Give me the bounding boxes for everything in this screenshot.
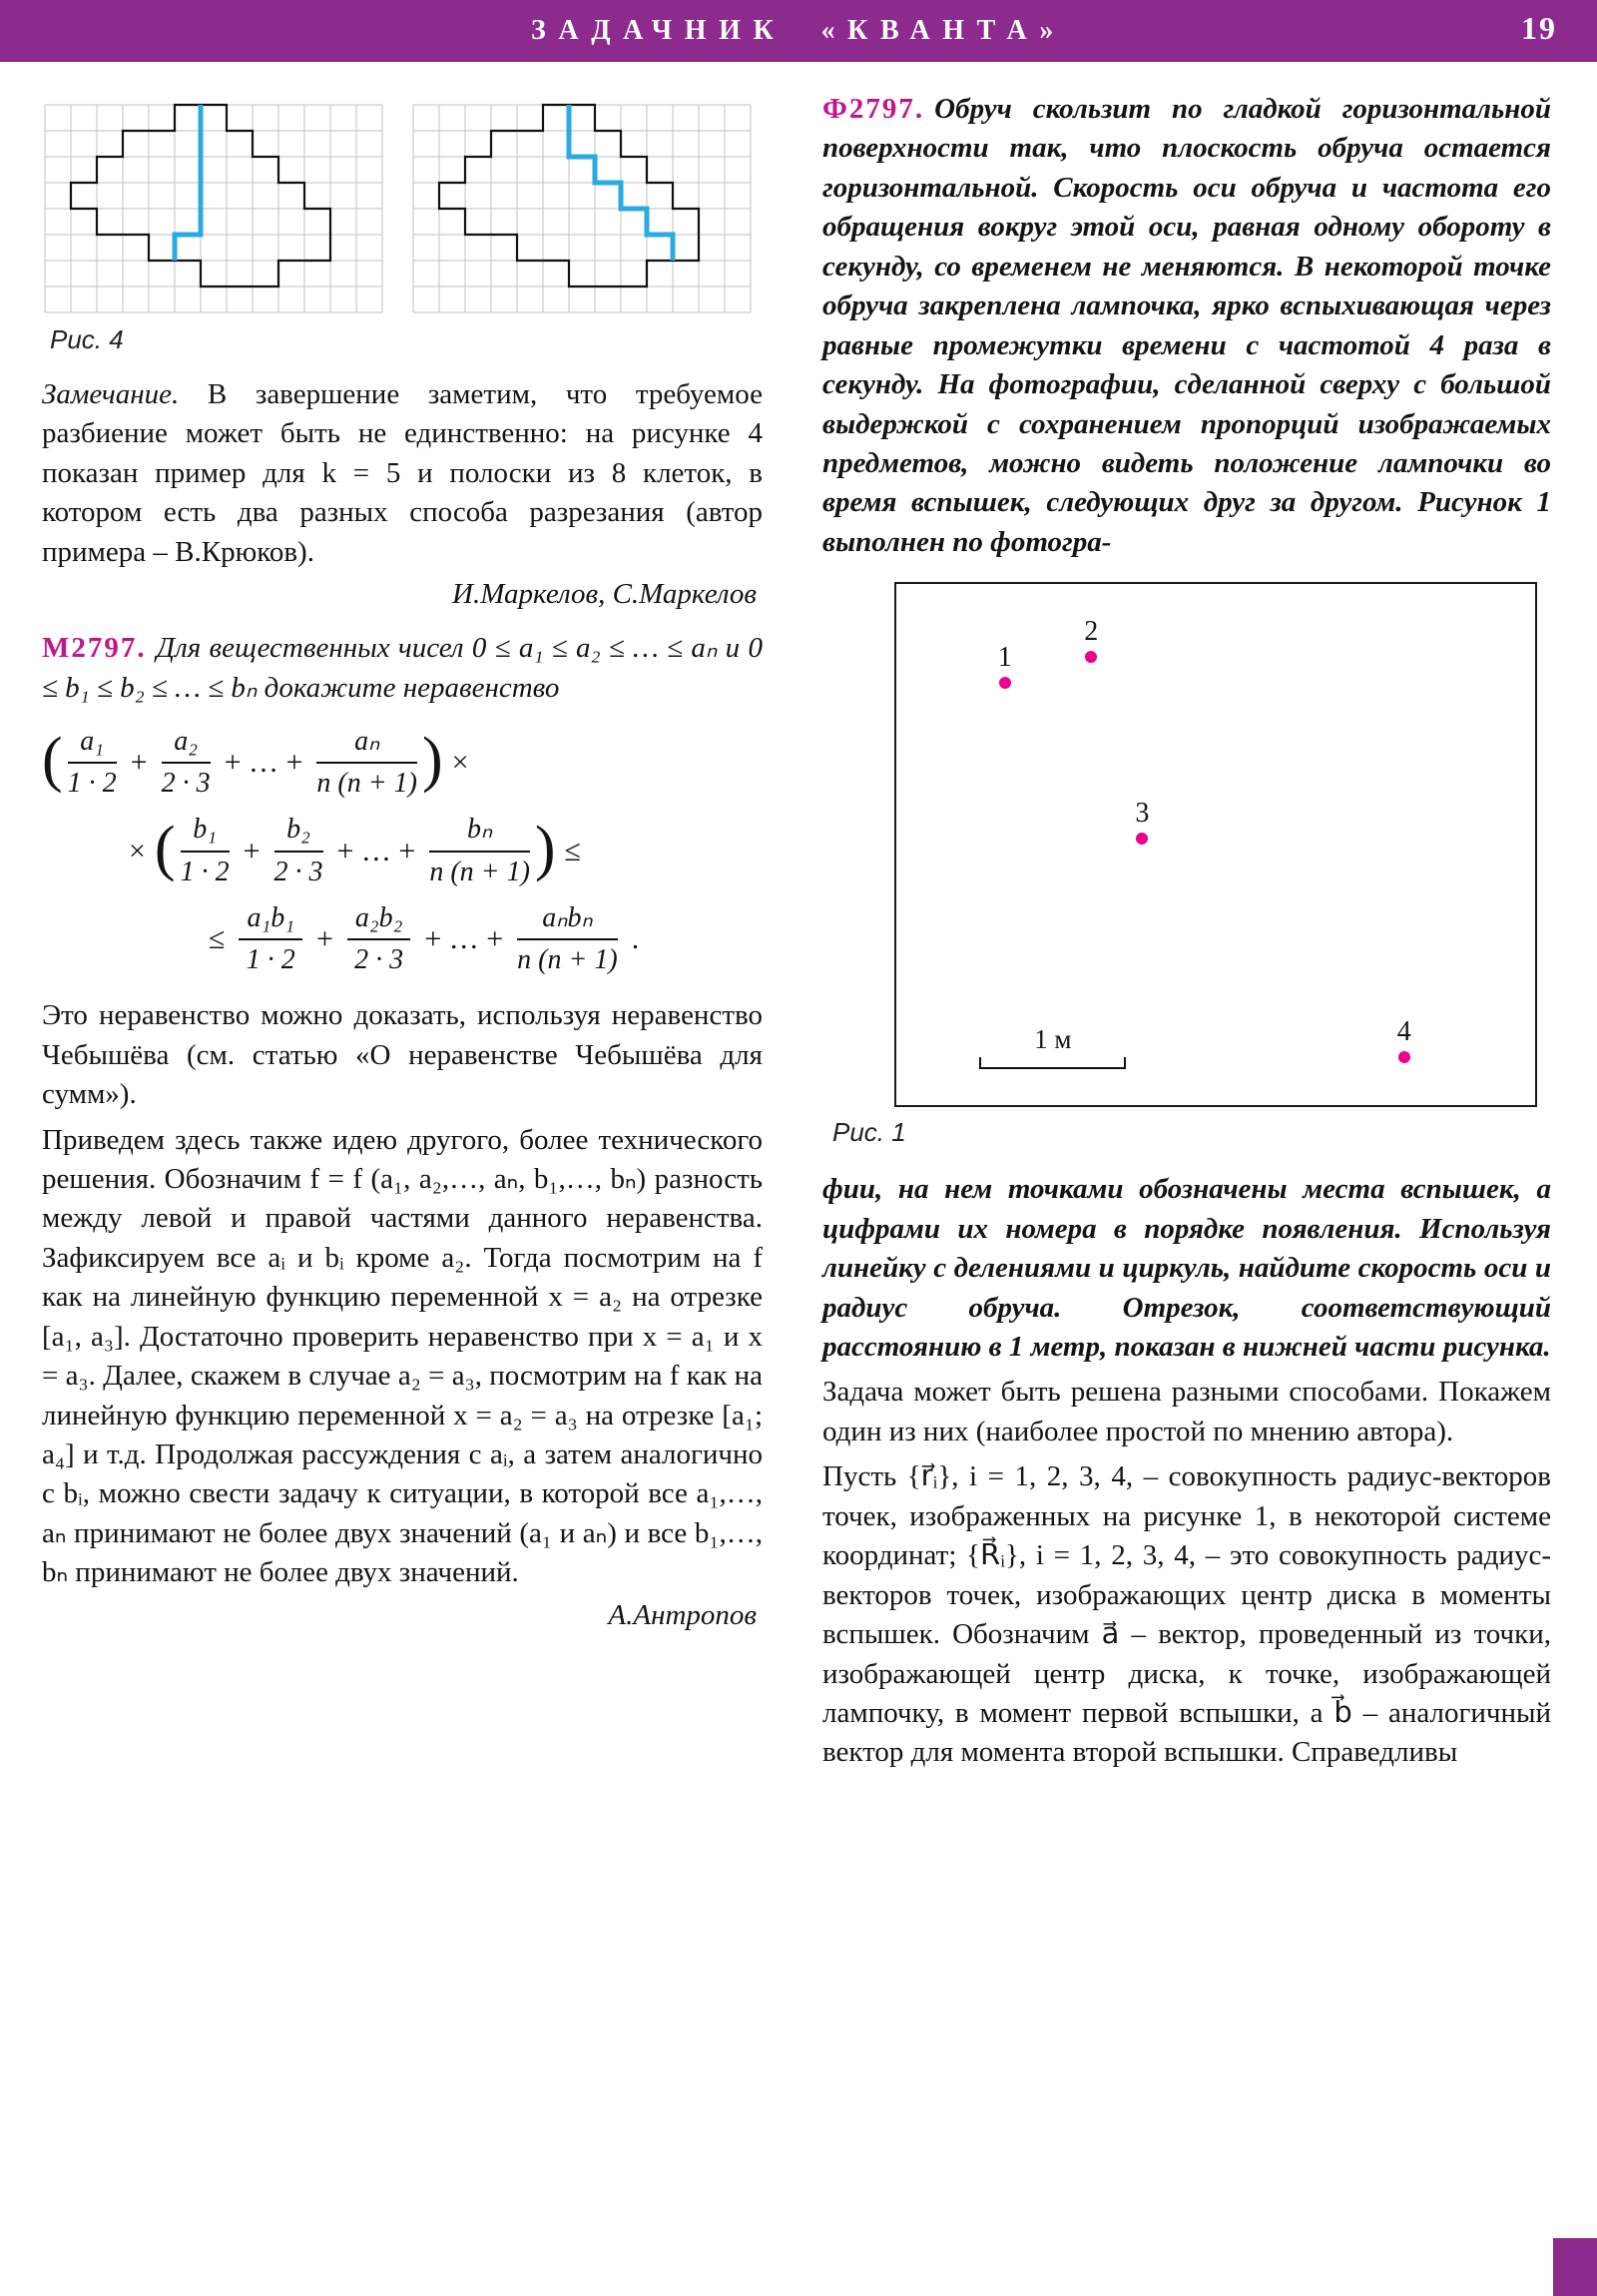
figure-4-caption: Рис. 4 — [50, 324, 124, 354]
plus-operator: + — [243, 834, 261, 867]
solution-paragraph-1: Это неравенство можно доказать, используя неравенство Чебышёва (см. статью «О неравенстве Чебышёва для сумм»). — [42, 999, 763, 1111]
page-number: 19 — [1521, 10, 1557, 46]
flash-dot-icon — [1136, 833, 1148, 845]
page-content — [0, 62, 1597, 1779]
scale-bar-line — [979, 1057, 1126, 1069]
flash-point-1 — [998, 642, 1012, 689]
right-column — [822, 90, 1551, 1779]
figure-4 — [42, 102, 763, 316]
leq-operator: ≤ — [564, 834, 582, 867]
f2797-solution-paragraph-2: Пусть {r⃗ᵢ}, i = 1, 2, 3, 4, – совокупность радиус-векторов точек, изображенных на рисунке 1, в некоторой системе координат; {R⃗ᵢ}, i = 1, 2, 3, 4, – это совокупность радиус-векторов точек, изображающих центр диска в моменты вспышек. Обозначим a⃗ – вектор, проведенный из точки, изображающей центр диска, к точке, изображающей лампочку, в момент первой вспышки, а b⃗ – аналогичный вектор для момента второй вспышки. Справедливы — [822, 1460, 1551, 1769]
close-paren: ) — [534, 814, 556, 882]
scale-bar-label: 1 м — [1034, 1024, 1072, 1055]
close-paren: ) — [421, 726, 443, 795]
authors-credit-m: И.Маркелов, С.Маркелов — [452, 578, 757, 611]
flash-dot-icon — [1398, 1051, 1410, 1063]
flash-label-3: 3 — [1135, 798, 1150, 830]
flash-label-4: 4 — [1396, 1016, 1411, 1048]
fraction-a1: $\frac{\text{a₁}}{1 \cdot 2}$ — [67, 726, 117, 800]
ellipsis-operator: + … + — [336, 834, 416, 867]
problem-statement-f2797: Обруч скользит по гладкой горизонтальной поверхности так, что плоскость обруча остается горизонтальной. Скорость оси обруча и частота его обращения вокруг этой оси, равная одному обороту в секунду, со временем не меняются. В некоторой точке обруча закреплена лампочка, ярко вспыхивающая через равные промежутки времени с частотой 4 раза в секунду. На фотографии, сделанной сверху с большой выдержкой с сохранением пропорций изображаемых предметов, можно видеть положение лампочки во время вспышек, следующих друг за другом. Рисунок 1 выполнен по фотогра- — [822, 93, 1551, 558]
problem-statement-m2797: Для вещественных чисел 0 ≤ a₁ ≤ a₂ ≤ … ≤ aₙ и 0 ≤ b₁ ≤ b₂ ≤ … ≤ bₙ докажите неравенство — [42, 632, 763, 704]
flash-dot-icon — [1085, 651, 1097, 663]
authors-credit-a: А.Антропов — [608, 1598, 757, 1631]
ellipsis-operator: + … + — [224, 746, 303, 780]
page-corner-tab — [1553, 2238, 1597, 2296]
flash-label-2: 2 — [1084, 615, 1099, 647]
fraction-b1: $\frac{\text{b₁}}{1 \cdot 2}$ — [180, 814, 230, 887]
figure-4-left-grid — [42, 102, 386, 316]
scale-bar — [979, 1024, 1126, 1069]
page-header — [0, 0, 1597, 62]
fraction-an: $\frac{\text{aₙ}}{n (n + 1)}$ — [316, 726, 417, 800]
fraction-anbn: $\frac{\text{aₙbₙ}}{n (n + 1)}$ — [517, 901, 618, 975]
figure-1-caption: Рис. 1 — [832, 1117, 906, 1148]
times-operator: × — [129, 834, 146, 867]
fraction-bn: $\frac{\text{bₙ}}{n (n + 1)}$ — [429, 814, 530, 887]
fraction-a1b1: $\frac{\text{a₁b₁}}{1 \cdot 2}$ — [239, 902, 301, 976]
flash-point-3 — [1135, 798, 1149, 845]
flash-point-2 — [1084, 616, 1098, 663]
period: . — [631, 922, 640, 955]
section-title: ЗАДАЧНИК «КВАНТА» — [531, 15, 1066, 46]
open-paren: ( — [154, 814, 176, 882]
plus-operator: + — [130, 746, 148, 780]
problem-f2797 — [822, 90, 1551, 562]
problem-m2797 — [42, 629, 763, 708]
formula-line-3 — [200, 902, 763, 976]
remark-paragraph — [42, 375, 763, 572]
leq-operator: ≤ — [209, 922, 226, 955]
f2797-solution-paragraph-1: Задача может быть решена разными способами. Покажем один из них (наиболее простой по мнению автора). — [822, 1376, 1551, 1447]
times-operator: × — [451, 746, 469, 780]
flash-dot-icon — [999, 677, 1011, 689]
plus-operator: + — [315, 922, 333, 955]
formula-line-2 — [120, 814, 763, 887]
flash-point-4 — [1397, 1016, 1411, 1063]
fraction-a2b2: $\frac{\text{a₂b₂}}{2 \cdot 3}$ — [347, 902, 410, 976]
m2797-inequality — [42, 726, 763, 976]
remark-text: В завершение заметим, что требуемое разбиение может быть не единственно: на рисунке 4 показан пример для k = 5 и полоски из 8 клеток, в котором есть два разных способа разрезания (автор примера – В.Крюков). — [42, 378, 763, 568]
figure-1-frame — [894, 582, 1537, 1107]
left-column — [42, 90, 763, 1779]
fraction-b2: $\frac{\text{b₂}}{2 \cdot 3}$ — [273, 814, 323, 887]
ellipsis-operator: + … + — [424, 922, 504, 955]
open-paren: ( — [42, 726, 63, 795]
problem-label-f2797: Ф2797. — [822, 93, 925, 125]
figure-4-right-grid — [410, 102, 755, 316]
problem-statement-f2797-continued: фии, на нем точками обозначены места вспышек, а цифрами их номера в порядке появления. Используя линейку с делениями и циркуль, найдите скорость оси и радиус обруча. Отрезок, соответствующий расстоянию в 1 метр, показан в нижней части рисунка. — [822, 1173, 1551, 1363]
flash-label-1: 1 — [997, 641, 1012, 673]
formula-line-1 — [42, 726, 763, 800]
solution-paragraph-2: Приведем здесь также идею другого, более технического решения. Обозначим f = f (a₁, a₂,…, aₙ, b₁,…, bₙ) разность между левой и правой частями данного неравенства. Зафиксируем все aᵢ и bᵢ кроме a₂. Тогда посмотрим на f как на линейную функцию переменной x = a₂ на отрезке [a₁, a₃]. Достаточно проверить неравенство при x = a₁ и x = a₃. Далее, скажем в случае a₂ = a₃, посмотрим на f как на линейную функцию переменной x = a₂ = a₃ на отрезке [a₁; a₄] и т.д. Продолжая рассуждения с aᵢ, а затем аналогично с bᵢ, можно свести задачу к ситуации, в которой все a₁,…, aₙ принимают не более двух значений (a₁ и aₙ) и все b₁,…, bₙ принимают не более двух значений. — [42, 1123, 763, 1589]
fraction-a2: $\frac{\text{a₂}}{2 \cdot 3}$ — [161, 726, 211, 800]
remark-lead: Замечание. — [42, 378, 180, 410]
figure-1 — [822, 582, 1551, 1148]
problem-label-m2797: М2797. — [42, 632, 147, 665]
